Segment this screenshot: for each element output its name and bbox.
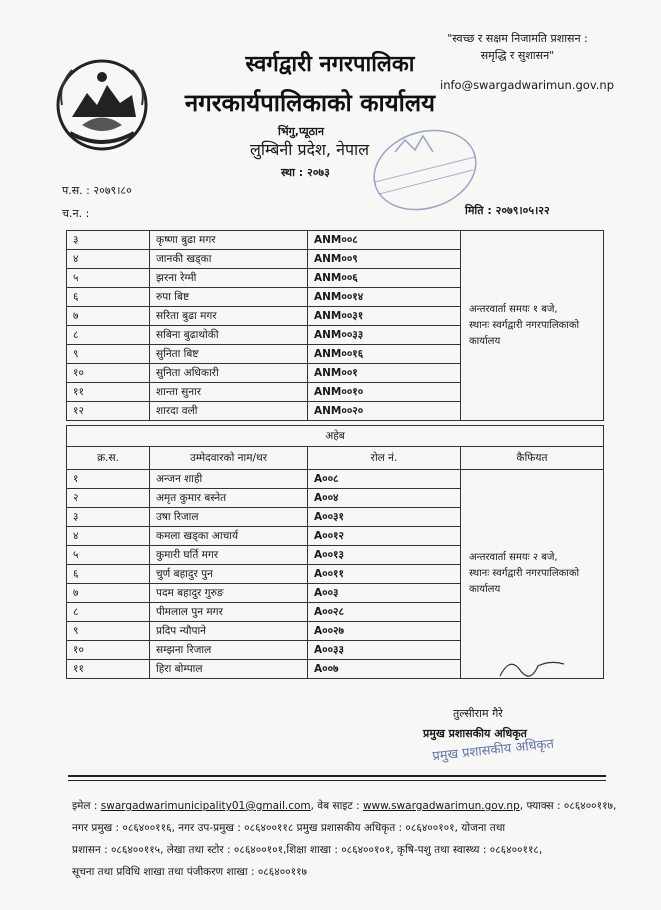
- cell-name: पदम बहादुर गुरुङ: [150, 584, 308, 603]
- cell-name: पीमलाल पुन मगर: [150, 603, 308, 622]
- footer-contacts: [72, 795, 622, 883]
- interview-note: [461, 231, 604, 421]
- cell-sn: ९: [67, 345, 150, 364]
- cell-roll: ANM००१६: [308, 345, 461, 364]
- cell-name: अन्जन शाही: [150, 470, 308, 489]
- office-email: info@swargadwarimun.gov.np: [440, 78, 614, 92]
- established-year: स्था : २०७३: [281, 166, 330, 179]
- cell-sn: ११: [67, 660, 150, 679]
- table-row: [67, 231, 604, 250]
- signatory-name: तुल्सीराम गैरे: [453, 707, 503, 720]
- footer-line4: सूचना तथा प्रविधि शाखा तथा पंजीकरण शाखा : ०८६४००११७: [72, 866, 307, 878]
- email-label: इमेल :: [72, 800, 101, 812]
- cell-sn: ११: [67, 383, 150, 402]
- cell-sn: १०: [67, 641, 150, 660]
- cell-sn: ५: [67, 269, 150, 288]
- address-district: भिंगु,प्यूठान: [278, 125, 324, 138]
- cell-roll: ANM००१०: [308, 383, 461, 402]
- cell-roll: A००४: [308, 489, 461, 508]
- signatory-stamp: प्रमुख प्रशासकीय अधिकृत: [431, 736, 555, 765]
- cell-roll: A००३३: [308, 641, 461, 660]
- cell-sn: ९: [67, 622, 150, 641]
- footer-website-link[interactable]: www.swargadwarimun.gov.np: [362, 800, 520, 812]
- cell-roll: ANM००१: [308, 364, 461, 383]
- section-title: अहेब: [67, 426, 604, 447]
- signature-scribble: [498, 652, 568, 682]
- cell-sn: ६: [67, 288, 150, 307]
- cell-roll: ANM००६: [308, 269, 461, 288]
- cell-name: जानकी खड्का: [150, 250, 308, 269]
- dispatch-number: च.न. :: [62, 207, 90, 220]
- cell-name: झरना रेग्मी: [150, 269, 308, 288]
- interview-venue: स्थानः स्वर्गद्वारी नगरपालिकाको कार्यालय: [469, 319, 580, 347]
- address-province: लुम्बिनी प्रदेश, नेपाल: [250, 140, 370, 159]
- fax-text: , फ्याक्स : ०८६४००११७,: [519, 800, 617, 812]
- municipality-title: स्वर्गद्वारी नगरपालिका: [245, 52, 415, 77]
- cell-sn: ४: [67, 250, 150, 269]
- cell-roll: A००७: [308, 660, 461, 679]
- cell-name: प्रदिप न्यौपाने: [150, 622, 308, 641]
- cell-roll: A००३: [308, 584, 461, 603]
- cell-roll: ANM००३१: [308, 307, 461, 326]
- cell-sn: ३: [67, 231, 150, 250]
- signatory-title: प्रमुख प्रशासकीय अधिकृत: [423, 727, 527, 740]
- cell-name: कमला खड्का आचार्य: [150, 527, 308, 546]
- cell-name: सबिना बुढाथोकी: [150, 326, 308, 345]
- aheb-candidates-table: [66, 425, 604, 679]
- cell-roll: ANM००२०: [308, 402, 461, 421]
- cell-sn: १: [67, 470, 150, 489]
- cell-roll: ANM००३३: [308, 326, 461, 345]
- cell-roll: A००२८: [308, 603, 461, 622]
- col-header-name: उम्मेदवारको नाम/थर: [150, 447, 308, 470]
- office-title: नगरकार्यपालिकाको कार्यालय: [184, 89, 436, 117]
- slogan: [430, 30, 605, 64]
- footer-divider-thin: [68, 780, 606, 781]
- cell-roll: ANM००१४: [308, 288, 461, 307]
- cell-roll: A००३१: [308, 508, 461, 527]
- cell-name: रुपा बिष्ट: [150, 288, 308, 307]
- cell-name: चुर्ण बहादुर पुन: [150, 565, 308, 584]
- cell-roll: A००१३: [308, 546, 461, 565]
- cell-name: उषा रिजाल: [150, 508, 308, 527]
- cell-sn: ६: [67, 565, 150, 584]
- footer-line3: प्रशासन : ०८६४००११५, लेखा तथा स्टोर : ०८६४००१०१,शिक्षा शाखा : ०८६४००१०१, कृषि-पशु तथा स्वास्थ्य : ०८६४००११८,: [72, 844, 543, 856]
- cell-name: शान्ता सुनार: [150, 383, 308, 402]
- col-header-sn: क्र.स.: [67, 447, 150, 470]
- document-date: मिति : २०७९।०५।२२: [465, 204, 550, 217]
- footer-email-link[interactable]: swargadwarimunicipality01@gmail.com: [100, 800, 311, 812]
- cell-sn: २: [67, 489, 150, 508]
- anm-candidates-table: [66, 230, 604, 421]
- cell-name: सरिता बुढा मगर: [150, 307, 308, 326]
- footer-divider: [68, 775, 606, 777]
- cell-sn: ४: [67, 527, 150, 546]
- cell-name: हिरा बोम्पाल: [150, 660, 308, 679]
- slogan-line2: समृद्धि र सुशासन": [480, 49, 555, 62]
- cell-sn: ७: [67, 307, 150, 326]
- cell-sn: ७: [67, 584, 150, 603]
- cell-name: सुनिता अधिकारी: [150, 364, 308, 383]
- website-label: , वेब साइट :: [310, 800, 363, 812]
- interview-time: अन्तरवार्ता समयः २ बजे,: [469, 552, 558, 563]
- cell-sn: ८: [67, 326, 150, 345]
- cell-name: शारदा वली: [150, 402, 308, 421]
- cell-roll: ANM००९: [308, 250, 461, 269]
- cell-sn: १२: [67, 402, 150, 421]
- cell-roll: A००११: [308, 565, 461, 584]
- slogan-line1: "स्वच्छ र सक्षम निजामति प्रशासन :: [447, 32, 588, 45]
- table-row: [67, 470, 604, 489]
- interview-time: अन्तरवार्ता समयः १ बजे,: [469, 303, 558, 315]
- cell-name: कुमारी घर्ति मगर: [150, 546, 308, 565]
- cell-sn: ५: [67, 546, 150, 565]
- cell-roll: A००२७: [308, 622, 461, 641]
- interview-venue: स्थानः स्वर्गद्वारी नगरपालिकाको कार्यालय: [469, 568, 580, 595]
- footer-line2: नगर प्रमुख : ०८६४००११६, नगर उप-प्रमुख : ०८६४००११८ प्रमुख प्रशासकीय अधिकृत : ०८६४००१०१, योजना तथा: [72, 822, 506, 834]
- interview-note: [461, 470, 604, 679]
- cell-sn: ८: [67, 603, 150, 622]
- cell-roll: A००१२: [308, 527, 461, 546]
- cell-name: अमृत कुमार बस्नेत: [150, 489, 308, 508]
- cell-roll: ANM००८: [308, 231, 461, 250]
- nepal-emblem-logo: [52, 55, 152, 155]
- footer-line1: [72, 795, 622, 817]
- cell-sn: १०: [67, 364, 150, 383]
- col-header-remarks: कैफियत: [461, 447, 604, 470]
- cell-name: कृष्णा बुढा मगर: [150, 231, 308, 250]
- col-header-roll: रोल नं.: [308, 447, 461, 470]
- cell-name: सुनिता बिष्ट: [150, 345, 308, 364]
- cell-roll: A००८: [308, 470, 461, 489]
- cell-name: सम्झना रिजाल: [150, 641, 308, 660]
- reference-number: प.स. : २०७९।८०: [62, 184, 132, 197]
- cell-sn: ३: [67, 508, 150, 527]
